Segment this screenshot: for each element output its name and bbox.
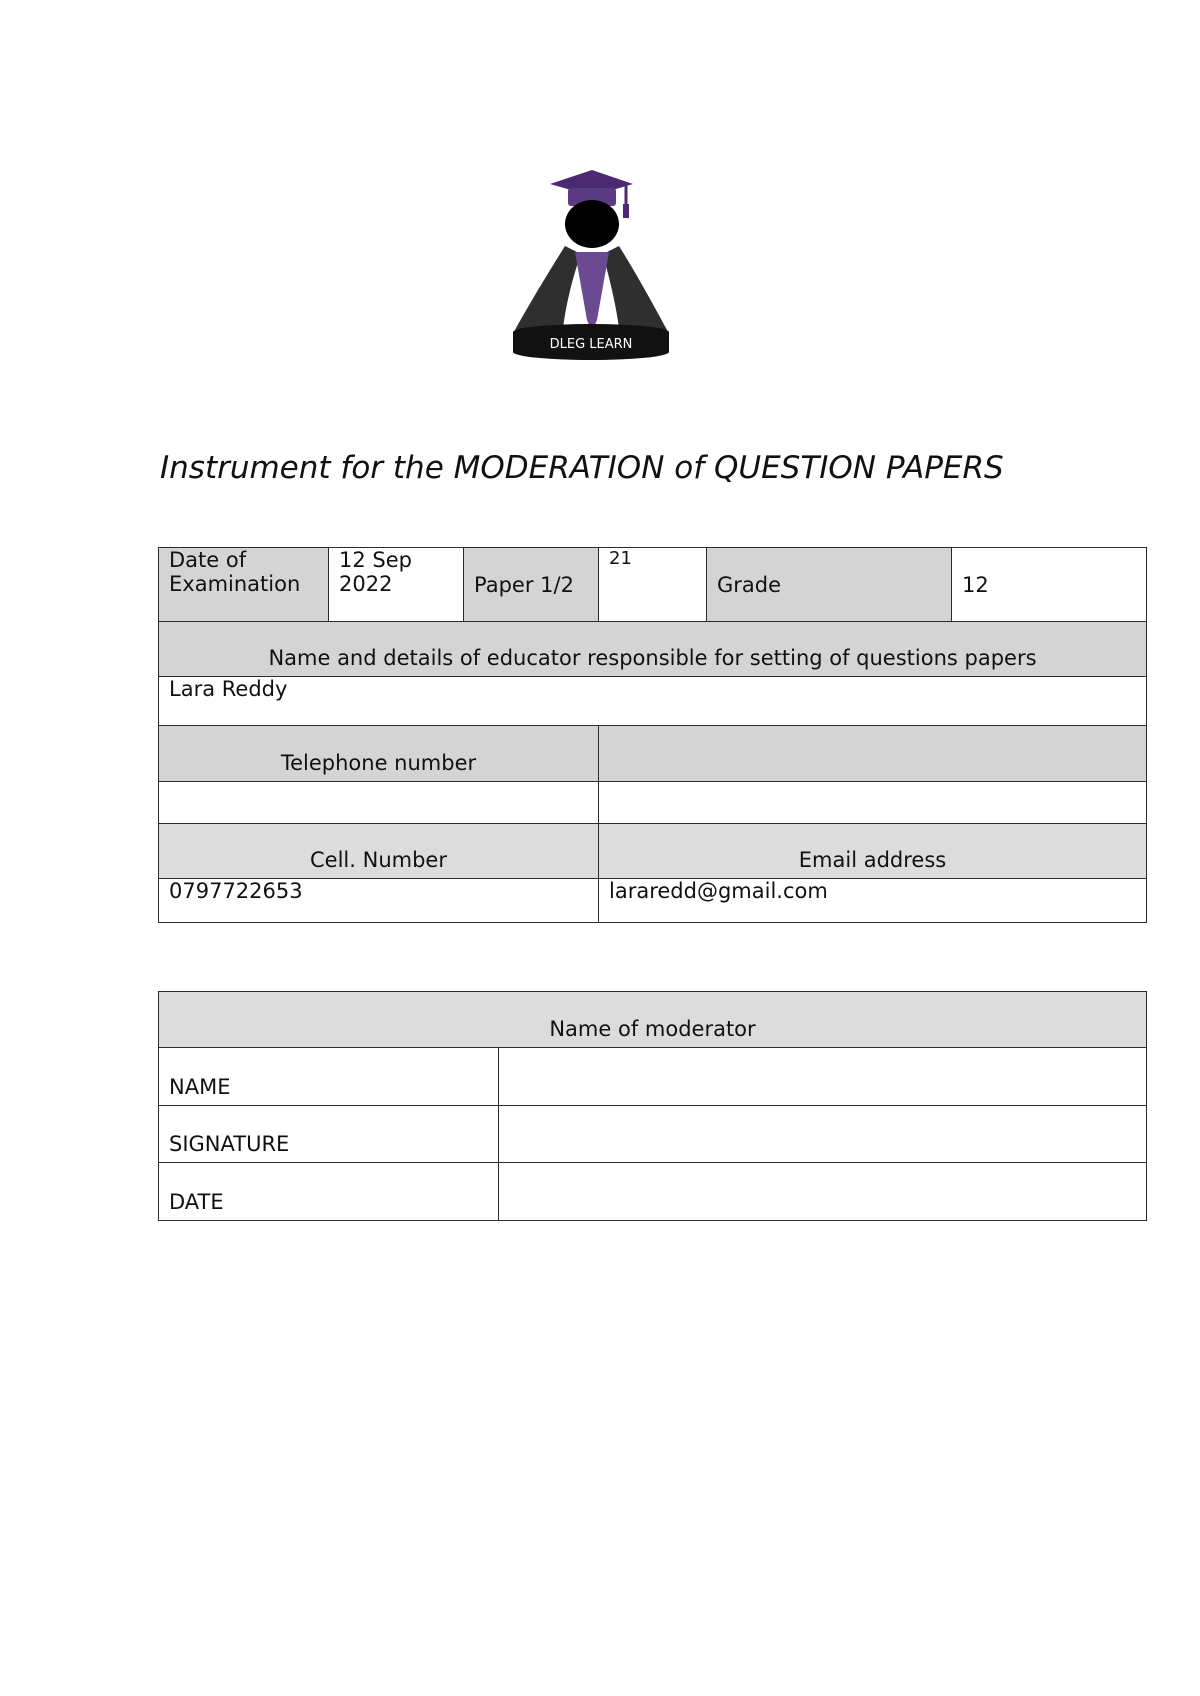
moderator-date-label: DATE: [159, 1163, 499, 1221]
moderator-row-signature: [159, 1106, 1147, 1163]
moderator-date-value[interactable]: [499, 1163, 1147, 1221]
paper-value[interactable]: 21: [599, 548, 707, 622]
moderator-name-label: NAME: [159, 1048, 499, 1106]
grade-value[interactable]: 12: [952, 548, 1147, 622]
moderator-name-value[interactable]: [499, 1048, 1147, 1106]
telephone-extra-value[interactable]: [599, 782, 1147, 824]
logo-text: DLEG LEARN: [549, 337, 633, 352]
educator-name-value[interactable]: Lara Reddy: [159, 677, 1147, 726]
moderator-row-name: [159, 1048, 1147, 1106]
moderator-heading: Name of moderator: [159, 992, 1147, 1048]
moderator-signature-label: SIGNATURE: [159, 1106, 499, 1163]
date-of-examination-value[interactable]: 12 Sep 2022: [329, 548, 464, 622]
cell-number-value[interactable]: 0797722653: [159, 879, 599, 923]
educator-heading: Name and details of educator responsible for setting of questions papers: [159, 622, 1147, 677]
paper-label: Paper 1/2: [464, 548, 599, 622]
moderator-signature-value[interactable]: [499, 1106, 1147, 1163]
exam-details-table: [158, 547, 1147, 923]
email-address-value[interactable]: lararedd@gmail.com: [599, 879, 1147, 923]
graduate-logo-icon: [505, 168, 675, 360]
email-address-label: Email address: [599, 824, 1147, 879]
telephone-number-value[interactable]: [159, 782, 599, 824]
telephone-heading-blank: [599, 726, 1147, 782]
moderator-row-date: [159, 1163, 1147, 1221]
cell-number-label: Cell. Number: [159, 824, 599, 879]
moderator-table: [158, 991, 1147, 1221]
telephone-number-label: Telephone number: [159, 726, 599, 782]
date-of-examination-label: Date of Examination: [159, 548, 329, 622]
document-title: Instrument for the MODERATION of QUESTION PAPERS: [160, 450, 1004, 486]
grade-label: Grade: [707, 548, 952, 622]
dleg-learn-logo: [505, 168, 675, 360]
